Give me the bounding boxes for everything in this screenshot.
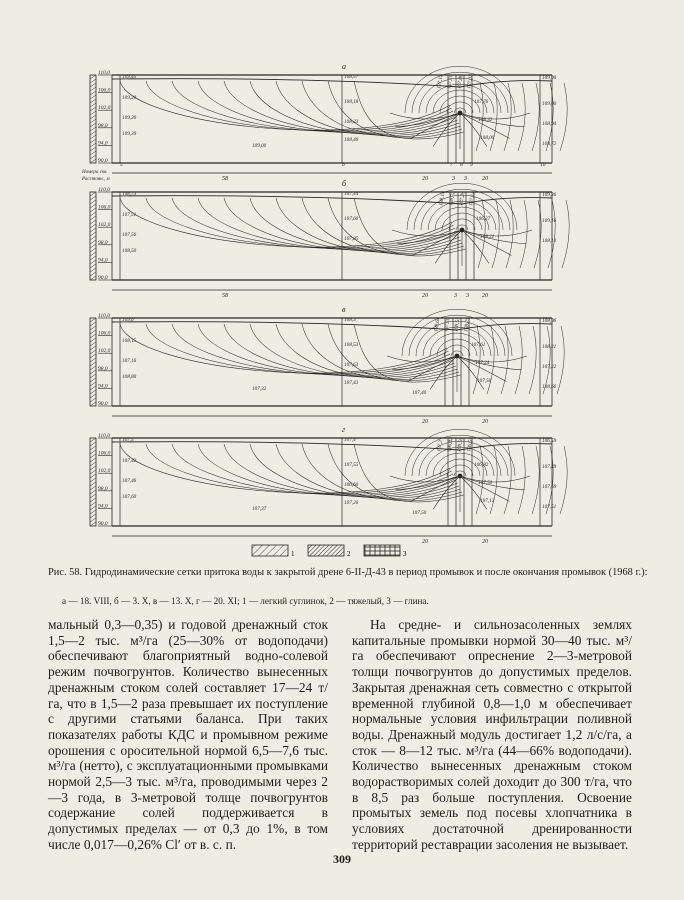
panel-c-elev-label: 94,0 bbox=[98, 383, 108, 390]
panel-c-elev-label: 90,0 bbox=[98, 401, 108, 407]
legend-label-3: 3 bbox=[403, 550, 407, 558]
panel-a-right-curve bbox=[504, 83, 511, 151]
panel-c-streamline bbox=[457, 356, 522, 370]
panel-b-soil-hatch bbox=[90, 232, 96, 236]
panel-b-elev-label: 98,0 bbox=[98, 239, 108, 246]
panel-b-soil-hatch bbox=[90, 236, 96, 240]
panel-c-soil-hatch bbox=[90, 386, 96, 390]
panel-c-soil-hatch bbox=[90, 342, 96, 346]
panel-c-soil-hatch bbox=[90, 354, 96, 358]
panel-c-well-value: 108,3 bbox=[344, 317, 356, 323]
panel-a-right-curve bbox=[560, 83, 567, 151]
panel-a-right-curve bbox=[532, 83, 539, 151]
panel-c-well-value: 107,22 bbox=[542, 364, 557, 370]
panel-a-elev-label: 106,0 bbox=[98, 87, 111, 94]
panel-c-well-value: 107,10 bbox=[443, 317, 452, 333]
panel-a-well-value: 107,07 bbox=[466, 74, 475, 90]
panel-d-drain bbox=[458, 474, 463, 479]
panel-a-soil-hatch bbox=[90, 119, 96, 123]
panel-b-right-curve bbox=[548, 200, 555, 268]
panel-d-soil-hatch bbox=[90, 494, 96, 498]
panel-d-distance-label: 20 bbox=[422, 539, 428, 545]
panel-b-soil-hatch bbox=[90, 208, 96, 212]
panel-a-soil-hatch bbox=[90, 99, 96, 103]
panel-c-well-value: 109,6 bbox=[122, 317, 134, 323]
panel-d-well-value: 108,59 bbox=[456, 437, 465, 453]
panel-c-right-curve bbox=[529, 326, 536, 394]
panel-b-well-value: 108,10 bbox=[542, 238, 557, 244]
panel-d-soil-hatch bbox=[90, 470, 96, 474]
panel-d-soil-hatch bbox=[90, 450, 96, 454]
panel-d-streamline bbox=[460, 476, 525, 490]
panel-b-elev-label: 94,0 bbox=[98, 257, 108, 264]
panel-a-distance-label: 3 bbox=[452, 176, 455, 182]
panel-a-distance-label: 20 bbox=[482, 176, 488, 182]
panel-b-soil-hatch bbox=[90, 204, 96, 208]
panel-c-well-value: 108,96 bbox=[542, 318, 557, 324]
legend-label-1: 1 bbox=[291, 550, 295, 558]
distance-header: Расстоян., м bbox=[82, 177, 110, 182]
panel-d-well-value: 107,5 bbox=[122, 437, 134, 443]
panel-b-elev-label: 102,0 bbox=[98, 222, 111, 229]
panel-d-soil-hatch bbox=[90, 486, 96, 490]
panel-a-soil-column bbox=[90, 75, 96, 163]
panel-d-elev-label: 106,0 bbox=[98, 450, 111, 457]
panel-d-right-curve bbox=[504, 446, 511, 514]
panel-b-soil-column bbox=[90, 192, 96, 280]
panel-b-elev-label: 110,0 bbox=[98, 187, 110, 193]
panel-d-soil-hatch bbox=[90, 514, 96, 518]
panel-b-well-value: 109,16 bbox=[542, 218, 557, 224]
panel-c-soil-hatch bbox=[90, 362, 96, 366]
panel-d-elev-label: 94,0 bbox=[98, 503, 108, 510]
panel-c-well-value: 108,21 bbox=[542, 344, 557, 350]
panel-a-well-value: 109,39 bbox=[122, 131, 137, 137]
panel-c-distance-label: 20 bbox=[482, 419, 488, 425]
panel-c-elev-label: 102,0 bbox=[98, 348, 111, 355]
panel-d-soil-hatch bbox=[90, 510, 96, 514]
panel-b-right-curve bbox=[562, 200, 569, 268]
figure-caption: Рис. 58. Гидродинамические сетки притока воды к закрытой дрене 6-II-Д-43 в период промывок и после окончания промывок (1968 г.): bbox=[48, 567, 648, 578]
panel-a-well-value: 108,72 bbox=[542, 141, 557, 147]
panel-d-soil-hatch bbox=[90, 490, 96, 494]
panel-b-distance-label: 20 bbox=[422, 293, 428, 299]
panel-d-right-curve bbox=[560, 446, 567, 514]
panel-a-distance-label: 3 bbox=[464, 176, 467, 182]
panel-c-well-value: 107,61 bbox=[471, 342, 486, 348]
panel-b-distance-label: 3 bbox=[466, 293, 469, 299]
panel-c-soil-hatch bbox=[90, 378, 96, 382]
panel-d-soil-hatch bbox=[90, 506, 96, 510]
panel-b-distance-label: 3 bbox=[454, 293, 457, 299]
panel-b-well-value: 109,36 bbox=[542, 192, 557, 198]
panel-c-soil-hatch bbox=[90, 346, 96, 350]
panel-b-streamline bbox=[462, 230, 527, 244]
panel-c-soil-hatch bbox=[90, 318, 96, 322]
panel-c-right-curve bbox=[501, 326, 508, 394]
panel-c-well-value: 108,15 bbox=[122, 338, 137, 344]
panel-a-well-number: 8 bbox=[460, 162, 463, 168]
panel-b-well-value: 108,73 bbox=[122, 191, 137, 197]
legend-swatch-clay bbox=[364, 545, 400, 556]
panel-d-soil-hatch bbox=[90, 462, 96, 466]
panel-c-elev-label: 106,0 bbox=[98, 330, 111, 337]
panel-d-well-value: 107,50 bbox=[478, 480, 493, 486]
panel-c-elev-label: 98,0 bbox=[98, 365, 108, 372]
panel-d-well-value: 107,3 bbox=[436, 439, 444, 453]
panel-b-elev-label: 106,0 bbox=[98, 204, 111, 211]
panel-c-soil-hatch bbox=[90, 322, 96, 326]
panel-a-soil-hatch bbox=[90, 75, 96, 79]
panel-a-soil-hatch bbox=[90, 127, 96, 131]
panel-d-well-value: 107,20 bbox=[344, 500, 359, 506]
panel-a-elev-label: 110,0 bbox=[98, 70, 110, 76]
panel-b-well-value: 107,51 bbox=[122, 212, 137, 218]
panel-c-soil-hatch bbox=[90, 382, 96, 386]
panel-a-soil-hatch bbox=[90, 79, 96, 83]
panel-d-well-value: 107,4 bbox=[344, 437, 356, 443]
panel-a-soil-hatch bbox=[90, 103, 96, 107]
panel-c-soil-hatch bbox=[90, 402, 96, 406]
panel-d-soil-hatch bbox=[90, 498, 96, 502]
panel-c-well-value: 107,43 bbox=[344, 380, 359, 386]
panel-d-soil-hatch bbox=[90, 458, 96, 462]
panel-b-drain bbox=[460, 228, 465, 233]
panel-b-well-value: 107,28 bbox=[458, 191, 467, 207]
panel-b-well-value: 107,14 bbox=[468, 191, 477, 207]
panel-c-water-table bbox=[112, 322, 552, 330]
panel-a-soil-hatch bbox=[90, 135, 96, 139]
panel-c-right-curve bbox=[515, 326, 522, 394]
panel-d-label: г bbox=[342, 425, 346, 434]
panel-b-right-curve bbox=[506, 200, 513, 268]
panel-a-well-value: 107,08 bbox=[456, 74, 465, 90]
panel-a-soil-hatch bbox=[90, 151, 96, 155]
panel-a-drain bbox=[458, 111, 463, 116]
panel-b-soil-hatch bbox=[90, 256, 96, 260]
panel-d-soil-hatch bbox=[90, 454, 96, 458]
panel-d-well-value: 107,60 bbox=[122, 494, 137, 500]
panel-b-well-value: 108,50 bbox=[122, 248, 137, 254]
panel-b-right-curve bbox=[520, 200, 527, 268]
panel-d-soil-hatch bbox=[90, 482, 96, 486]
panel-a-soil-hatch bbox=[90, 83, 96, 87]
panel-b-water-table bbox=[112, 196, 552, 204]
panel-b-soil-hatch bbox=[90, 240, 96, 244]
panel-d-well-value: 107,42 bbox=[122, 458, 137, 464]
panel-c-well-value: 107,16 bbox=[122, 358, 137, 364]
panel-a-well-value: 109,00 bbox=[542, 75, 557, 81]
panel-d-well-value: 106,60 bbox=[344, 482, 359, 488]
panel-c-soil-column bbox=[90, 318, 96, 406]
panel-d-right-curve bbox=[532, 446, 539, 514]
panel-c-soil-hatch bbox=[90, 330, 96, 334]
panel-a-well-value: 107,10 bbox=[446, 74, 455, 90]
panel-c-equipotential bbox=[172, 324, 450, 375]
panel-a-label: а bbox=[342, 62, 346, 71]
panel-a-soil-hatch bbox=[90, 131, 96, 135]
soil-legend bbox=[250, 543, 420, 559]
panel-c-soil-hatch bbox=[90, 394, 96, 398]
panel-c-label: в bbox=[342, 305, 346, 314]
panel-a-soil-hatch bbox=[90, 155, 96, 159]
panel-d-soil-hatch bbox=[90, 522, 96, 526]
panel-d-right-curve bbox=[518, 446, 525, 514]
panel-a-well-value: 109,20 bbox=[122, 115, 137, 121]
panel-a-well-value: 109,00 bbox=[252, 143, 267, 149]
panel-d-soil-hatch bbox=[90, 502, 96, 506]
panel-a-soil-hatch bbox=[90, 139, 96, 143]
panel-b-soil-hatch bbox=[90, 192, 96, 196]
paragraph-right: На средне- и сильнозасоленных землях капитальные промывки нормой 30—40 тыс. м³/га обеспечивают опреснение 2—3-метровой толщи почвогрунтов до допустимых пределов. Закрытая дренажная сеть совместно с открытой временной глубиной 0,8—1,0 м обеспечивает нормальные условия инфильтрации поливной воды. Дренажный модуль достигает 1,2 л/с/га, а сток — 8—12 тыс. м³/га (44—66% водоподачи). Количество вынесенных дренажным стоком водорастворимых солей доходит до 300 т/га, что в 8,5 раз больше поступления. Освоение промытых земель под посевы хлопчатника в условиях достаточной дренированности территорий реставрации засоления не вызывает. bbox=[352, 617, 632, 852]
panel-d-soil-hatch bbox=[90, 438, 96, 442]
text-column-left bbox=[48, 617, 328, 853]
panel-a-elev-label: 102,0 bbox=[98, 105, 111, 112]
panel-a-soil-hatch bbox=[90, 87, 96, 91]
panel-d-elev-label: 110,0 bbox=[98, 433, 110, 439]
panel-a-well-value: 108,32 bbox=[478, 117, 493, 123]
panel-c-well-value: 107,40 bbox=[412, 390, 427, 396]
panel-b-soil-hatch bbox=[90, 268, 96, 272]
panel-d-well-value: 106,53 bbox=[466, 437, 475, 453]
panel-d-distance-label: 20 bbox=[482, 539, 488, 545]
panel-d-well-value: 107,46 bbox=[122, 478, 137, 484]
panel-b-well-value: 108,72 bbox=[448, 191, 457, 207]
panel-a-well-number: 9 bbox=[470, 162, 473, 168]
panel-b-elev-label: 90,0 bbox=[98, 275, 108, 281]
panel-a-well-value: 109,00 bbox=[542, 101, 557, 107]
panel-c-well-value: 107,32 bbox=[252, 386, 267, 392]
panel-d-equipotential bbox=[172, 444, 453, 495]
panel-a-soil-hatch bbox=[90, 159, 96, 163]
panel-c-soil-hatch bbox=[90, 326, 96, 330]
legend-swatch-light-loam bbox=[252, 545, 288, 556]
panel-b-soil-hatch bbox=[90, 224, 96, 228]
panel-a-well-value: 108,00 bbox=[480, 135, 495, 141]
panel-d-soil-hatch bbox=[90, 446, 96, 450]
panel-c-soil-hatch bbox=[90, 370, 96, 374]
panel-d-soil-column bbox=[90, 438, 96, 526]
panel-c-elev-label: 110,0 bbox=[98, 313, 110, 319]
panel-d-well-value: 107,55 bbox=[344, 462, 359, 468]
panel-c-well-value: 108,66 bbox=[542, 384, 557, 390]
panel-d-elev-label: 102,0 bbox=[98, 468, 111, 475]
panel-b-well-value: 107,60 bbox=[344, 216, 359, 222]
panel-c-equipotential bbox=[250, 324, 455, 377]
panel-d-soil-hatch bbox=[90, 478, 96, 482]
panel-b-equipotential bbox=[172, 198, 455, 249]
panel-a-soil-hatch bbox=[90, 95, 96, 99]
panel-c-right-curve bbox=[557, 326, 564, 394]
hydrodynamic-grid-figure bbox=[80, 55, 605, 555]
panel-d-well-value: 107,12 bbox=[480, 498, 495, 504]
panel-a-distance-label: 58 bbox=[222, 176, 228, 182]
panel-c-well-value: 107,24 bbox=[475, 360, 490, 366]
well-number-header: Номера скв. bbox=[82, 170, 108, 175]
panel-b-soil-hatch bbox=[90, 272, 96, 276]
panel-a-well-value: 109,20 bbox=[122, 95, 137, 101]
panel-c-drain bbox=[455, 354, 460, 359]
panel-a-soil-hatch bbox=[90, 147, 96, 151]
panel-b-soil-hatch bbox=[90, 244, 96, 248]
panel-c-equipotential bbox=[120, 324, 447, 373]
panel-b-soil-hatch bbox=[90, 196, 96, 200]
panel-a-well-value: 108,18 bbox=[344, 99, 359, 105]
panel-a-well-value: 108,40 bbox=[344, 137, 359, 143]
panel-b-well-value: 108,14 bbox=[438, 191, 447, 207]
panel-d-well-value: 106,82 bbox=[446, 437, 455, 453]
page-number: 309 bbox=[333, 852, 351, 866]
text-column-right bbox=[352, 617, 632, 853]
panel-a-soil-hatch bbox=[90, 107, 96, 111]
panel-c-soil-hatch bbox=[90, 374, 96, 378]
panel-b-soil-hatch bbox=[90, 200, 96, 204]
panel-a-well-value: 108,94 bbox=[542, 121, 557, 127]
panel-b-well-value: 107,56 bbox=[122, 232, 137, 238]
panel-a-equipotential bbox=[172, 81, 453, 132]
panel-c-well-value: 108,53 bbox=[453, 317, 462, 333]
panel-a-right-curve bbox=[518, 83, 525, 151]
panel-a-well-number: 7 bbox=[450, 162, 453, 168]
panel-d-soil-hatch bbox=[90, 474, 96, 478]
panel-b-soil-hatch bbox=[90, 248, 96, 252]
panel-a-well-value: 108,57 bbox=[344, 74, 359, 80]
panel-a-well-number: 6 bbox=[342, 162, 345, 168]
panel-a-soil-hatch bbox=[90, 115, 96, 119]
panel-c-well-value: 108,53 bbox=[344, 342, 359, 348]
panel-d-elev-label: 90,0 bbox=[98, 521, 108, 527]
panel-b-soil-hatch bbox=[90, 264, 96, 268]
panel-b-soil-hatch bbox=[90, 252, 96, 256]
panel-c-well-value: 107,50 bbox=[477, 378, 492, 384]
panel-c-equipotential bbox=[146, 324, 449, 374]
panel-d-well-value: 107,69 bbox=[542, 484, 557, 490]
panel-a-elev-label: 94,0 bbox=[98, 140, 108, 147]
panel-d-well-value: 107,50 bbox=[412, 510, 427, 516]
panel-a-well-value: 109,45 bbox=[122, 74, 137, 80]
panel-c-well-value: 108,75 bbox=[463, 317, 472, 333]
legend-label-2: 2 bbox=[347, 550, 351, 558]
panel-c-soil-hatch bbox=[90, 338, 96, 342]
panel-d-well-value: 107,49 bbox=[542, 464, 557, 470]
panel-a-streamline bbox=[460, 113, 525, 127]
panel-a-elev-label: 98,0 bbox=[98, 122, 108, 129]
panel-a-soil-hatch bbox=[90, 143, 96, 147]
panel-b-distance-label: 58 bbox=[222, 293, 228, 299]
panel-a-well-value: 107,76 bbox=[474, 99, 489, 105]
panel-b-well-value: 107,85 bbox=[344, 236, 359, 242]
panel-c-well-value: 108,64 bbox=[433, 317, 442, 333]
panel-d-well-value: 106,82 bbox=[474, 462, 489, 468]
panel-d-elev-label: 98,0 bbox=[98, 485, 108, 492]
panel-b-soil-hatch bbox=[90, 216, 96, 220]
panel-b-equipotential bbox=[250, 198, 460, 251]
panel-a-soil-hatch bbox=[90, 91, 96, 95]
figure-caption-key: а — 18. VIII, б — 3. X, в — 13. X, г — 20. XI; 1 — легкий суглинок, 2 — тяжелый, 3 — глина. bbox=[62, 596, 429, 606]
panel-a-well-number: 5 bbox=[120, 162, 123, 168]
paragraph-left: мальный 0,3—0,35) и годовой дренажный сток 1,5—2 тыс. м³/га (25—30% от водоподачи) обеспечивают благоприятный водно-солевой режим почвогрунтов. Количество вынесенных дренажным стоком солей составляет 17—24 т/га, что в 1,5—2 раза превышает их поступление с другими статьями баланса. При таких показателях работы КДС и промывном режиме орошения с оросительной нормой 6,5—7,6 тыс. м³/га (нетто), с эксплуатационными промывками нормой 2,5—3 тыс. м³/га, проводимыми через 2—3 года, в 3-метровой толще почвогрунтов содержание солей поддерживается в допустимых пределах — от 0,3 до 1%, в том числе 0,017—0,26% Cl′ от в. с. п. bbox=[48, 617, 328, 852]
panel-d-soil-hatch bbox=[90, 442, 96, 446]
panel-b-soil-hatch bbox=[90, 260, 96, 264]
panel-d-soil-hatch bbox=[90, 518, 96, 522]
panel-b-well-value: 107,44 bbox=[344, 191, 359, 197]
panel-b-well-value: 108,21 bbox=[480, 234, 495, 240]
panel-b-soil-hatch bbox=[90, 212, 96, 216]
panel-c-well-value: 107,63 bbox=[344, 362, 359, 368]
panel-d-well-value: 107,51 bbox=[542, 504, 557, 510]
panel-c-soil-hatch bbox=[90, 398, 96, 402]
panel-b-distance-label: 20 bbox=[482, 293, 488, 299]
panel-b-soil-hatch bbox=[90, 220, 96, 224]
panel-b-soil-hatch bbox=[90, 228, 96, 232]
panel-c-soil-hatch bbox=[90, 390, 96, 394]
panel-c-soil-hatch bbox=[90, 358, 96, 362]
panel-d-well-value: 107,37 bbox=[252, 506, 267, 512]
panel-a-soil-hatch bbox=[90, 111, 96, 115]
panel-b-label: б bbox=[342, 179, 347, 188]
panel-a-well-number: 10 bbox=[540, 162, 546, 168]
panel-d-well-value: 106,59 bbox=[542, 438, 557, 444]
panel-a-well-value: 108,23 bbox=[344, 119, 359, 125]
figure-drawing bbox=[80, 55, 605, 545]
panel-c-soil-hatch bbox=[90, 366, 96, 370]
panel-a-distance-label: 20 bbox=[422, 176, 428, 182]
panel-d-soil-hatch bbox=[90, 466, 96, 470]
panel-a-soil-hatch bbox=[90, 123, 96, 127]
panel-c-soil-hatch bbox=[90, 334, 96, 338]
legend-swatch-heavy-loam bbox=[308, 545, 344, 556]
panel-c-well-value: 108,80 bbox=[122, 374, 137, 380]
panel-a-elev-label: 90,0 bbox=[98, 158, 108, 164]
panel-b-well-value: 106,27 bbox=[476, 216, 491, 222]
panel-a-well-value: 107,12 bbox=[436, 74, 445, 90]
panel-c-soil-hatch bbox=[90, 350, 96, 354]
panel-b-soil-hatch bbox=[90, 276, 96, 280]
panel-c-distance-label: 20 bbox=[422, 419, 428, 425]
